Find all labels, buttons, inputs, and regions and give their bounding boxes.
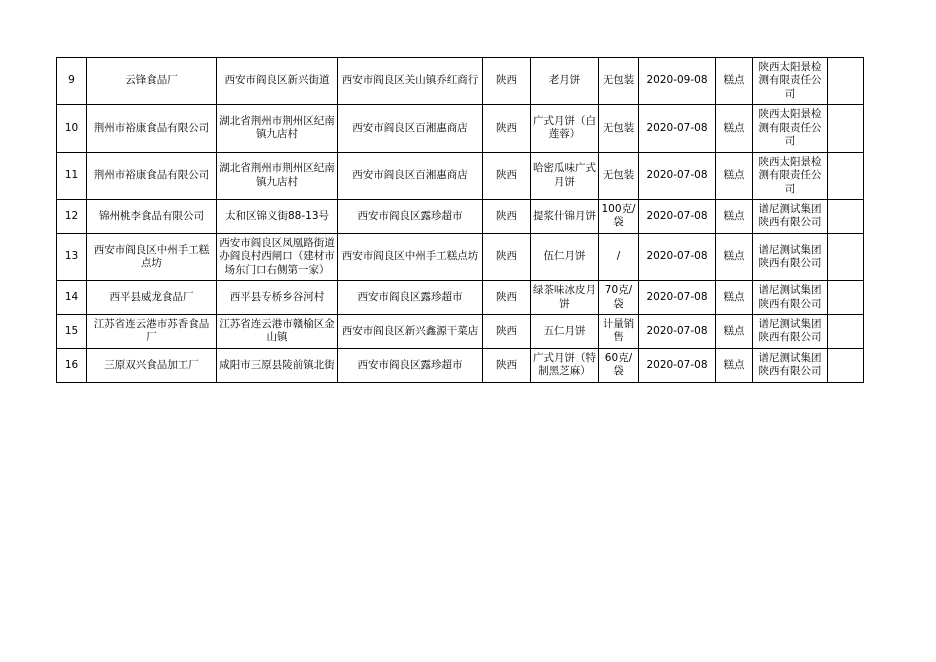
cell-manufacturer-address: 江苏省连云港市赣榆区金山镇: [217, 315, 338, 349]
table-row: [57, 281, 864, 315]
table-body: [57, 58, 864, 383]
table-row: [57, 199, 864, 233]
cell-production-date: 2020-09-08: [639, 58, 716, 105]
cell-province: 陕西: [483, 281, 531, 315]
cell-specification: 无包装: [599, 58, 639, 105]
cell-remark: [828, 58, 864, 105]
cell-food-category: 糕点: [716, 58, 753, 105]
table-row: [57, 348, 864, 382]
cell-index: 9: [57, 58, 87, 105]
cell-inspection-agency: 陕西太阳景检测有限责任公司: [753, 58, 828, 105]
cell-product-name: 伍仁月饼: [531, 233, 599, 280]
cell-manufacturer-address: 西安市阎良区凤凰路街道办阎良村西闸口（建材市场东门口右侧第一家）: [217, 233, 338, 280]
cell-sampled-unit: 西安市阎良区中州手工糕点坊: [338, 233, 483, 280]
cell-province: 陕西: [483, 105, 531, 152]
cell-inspection-agency: 谱尼测试集团陕西有限公司: [753, 315, 828, 349]
cell-food-category: 糕点: [716, 348, 753, 382]
cell-remark: [828, 152, 864, 199]
cell-index: 13: [57, 233, 87, 280]
cell-food-category: 糕点: [716, 105, 753, 152]
sampling-results-table-container: [56, 57, 863, 383]
cell-food-category: 糕点: [716, 315, 753, 349]
cell-index: 15: [57, 315, 87, 349]
cell-manufacturer-name: 荆州市裕康食品有限公司: [87, 105, 217, 152]
cell-remark: [828, 315, 864, 349]
cell-specification: 60克/袋: [599, 348, 639, 382]
cell-specification: 无包装: [599, 152, 639, 199]
cell-specification: 70克/袋: [599, 281, 639, 315]
cell-sampled-unit: 西安市阎良区露珍超市: [338, 199, 483, 233]
cell-manufacturer-name: 云锋食品厂: [87, 58, 217, 105]
cell-production-date: 2020-07-08: [639, 199, 716, 233]
cell-manufacturer-address: 湖北省荆州市荆州区纪南镇九店村: [217, 152, 338, 199]
cell-remark: [828, 281, 864, 315]
cell-product-name: 五仁月饼: [531, 315, 599, 349]
cell-sampled-unit: 西安市阎良区关山镇乔红商行: [338, 58, 483, 105]
cell-production-date: 2020-07-08: [639, 348, 716, 382]
cell-manufacturer-name: 西安市阎良区中州手工糕点坊: [87, 233, 217, 280]
cell-food-category: 糕点: [716, 233, 753, 280]
cell-food-category: 糕点: [716, 281, 753, 315]
cell-product-name: 提浆什锦月饼: [531, 199, 599, 233]
cell-product-name: 绿茶味冰皮月饼: [531, 281, 599, 315]
cell-sampled-unit: 西安市阎良区百湘惠商店: [338, 105, 483, 152]
cell-manufacturer-name: 三原双兴食品加工厂: [87, 348, 217, 382]
cell-specification: 无包装: [599, 105, 639, 152]
cell-province: 陕西: [483, 58, 531, 105]
cell-specification: /: [599, 233, 639, 280]
cell-index: 10: [57, 105, 87, 152]
cell-inspection-agency: 陕西太阳景检测有限责任公司: [753, 152, 828, 199]
cell-product-name: 广式月饼（白莲蓉）: [531, 105, 599, 152]
cell-remark: [828, 233, 864, 280]
cell-manufacturer-address: 湖北省荆州市荆州区纪南镇九店村: [217, 105, 338, 152]
cell-sampled-unit: 西安市阎良区百湘惠商店: [338, 152, 483, 199]
cell-manufacturer-address: 太和区锦义街88-13号: [217, 199, 338, 233]
cell-food-category: 糕点: [716, 199, 753, 233]
cell-manufacturer-name: 西平县威龙食品厂: [87, 281, 217, 315]
cell-manufacturer-address: 西平县专桥乡谷河村: [217, 281, 338, 315]
table-row: [57, 233, 864, 280]
cell-remark: [828, 348, 864, 382]
cell-inspection-agency: 陕西太阳景检测有限责任公司: [753, 105, 828, 152]
cell-province: 陕西: [483, 315, 531, 349]
cell-sampled-unit: 西安市阎良区露珍超市: [338, 281, 483, 315]
cell-food-category: 糕点: [716, 152, 753, 199]
cell-remark: [828, 199, 864, 233]
table-row: [57, 105, 864, 152]
cell-province: 陕西: [483, 233, 531, 280]
cell-production-date: 2020-07-08: [639, 315, 716, 349]
cell-product-name: 老月饼: [531, 58, 599, 105]
cell-province: 陕西: [483, 152, 531, 199]
cell-sampled-unit: 西安市阎良区露珍超市: [338, 348, 483, 382]
cell-sampled-unit: 西安市阎良区新兴鑫源干菜店: [338, 315, 483, 349]
cell-inspection-agency: 谱尼测试集团陕西有限公司: [753, 348, 828, 382]
cell-specification: 100克/袋: [599, 199, 639, 233]
cell-product-name: 广式月饼（特制黑芝麻）: [531, 348, 599, 382]
sampling-results-table: [56, 57, 864, 383]
cell-index: 16: [57, 348, 87, 382]
cell-index: 12: [57, 199, 87, 233]
cell-production-date: 2020-07-08: [639, 105, 716, 152]
cell-manufacturer-name: 江苏省连云港市苏香食品厂: [87, 315, 217, 349]
cell-manufacturer-address: 咸阳市三原县陵前镇北街: [217, 348, 338, 382]
cell-manufacturer-name: 锦州桃李食品有限公司: [87, 199, 217, 233]
cell-remark: [828, 105, 864, 152]
cell-inspection-agency: 谱尼测试集团陕西有限公司: [753, 233, 828, 280]
cell-product-name: 哈密瓜味广式月饼: [531, 152, 599, 199]
table-row: [57, 315, 864, 349]
cell-inspection-agency: 谱尼测试集团陕西有限公司: [753, 281, 828, 315]
cell-index: 11: [57, 152, 87, 199]
cell-manufacturer-address: 西安市阎良区新兴街道: [217, 58, 338, 105]
table-row: [57, 58, 864, 105]
table-row: [57, 152, 864, 199]
cell-province: 陕西: [483, 199, 531, 233]
cell-production-date: 2020-07-08: [639, 233, 716, 280]
cell-production-date: 2020-07-08: [639, 152, 716, 199]
cell-specification: 计量销售: [599, 315, 639, 349]
cell-production-date: 2020-07-08: [639, 281, 716, 315]
cell-index: 14: [57, 281, 87, 315]
cell-manufacturer-name: 荆州市裕康食品有限公司: [87, 152, 217, 199]
cell-inspection-agency: 谱尼测试集团陕西有限公司: [753, 199, 828, 233]
cell-province: 陕西: [483, 348, 531, 382]
